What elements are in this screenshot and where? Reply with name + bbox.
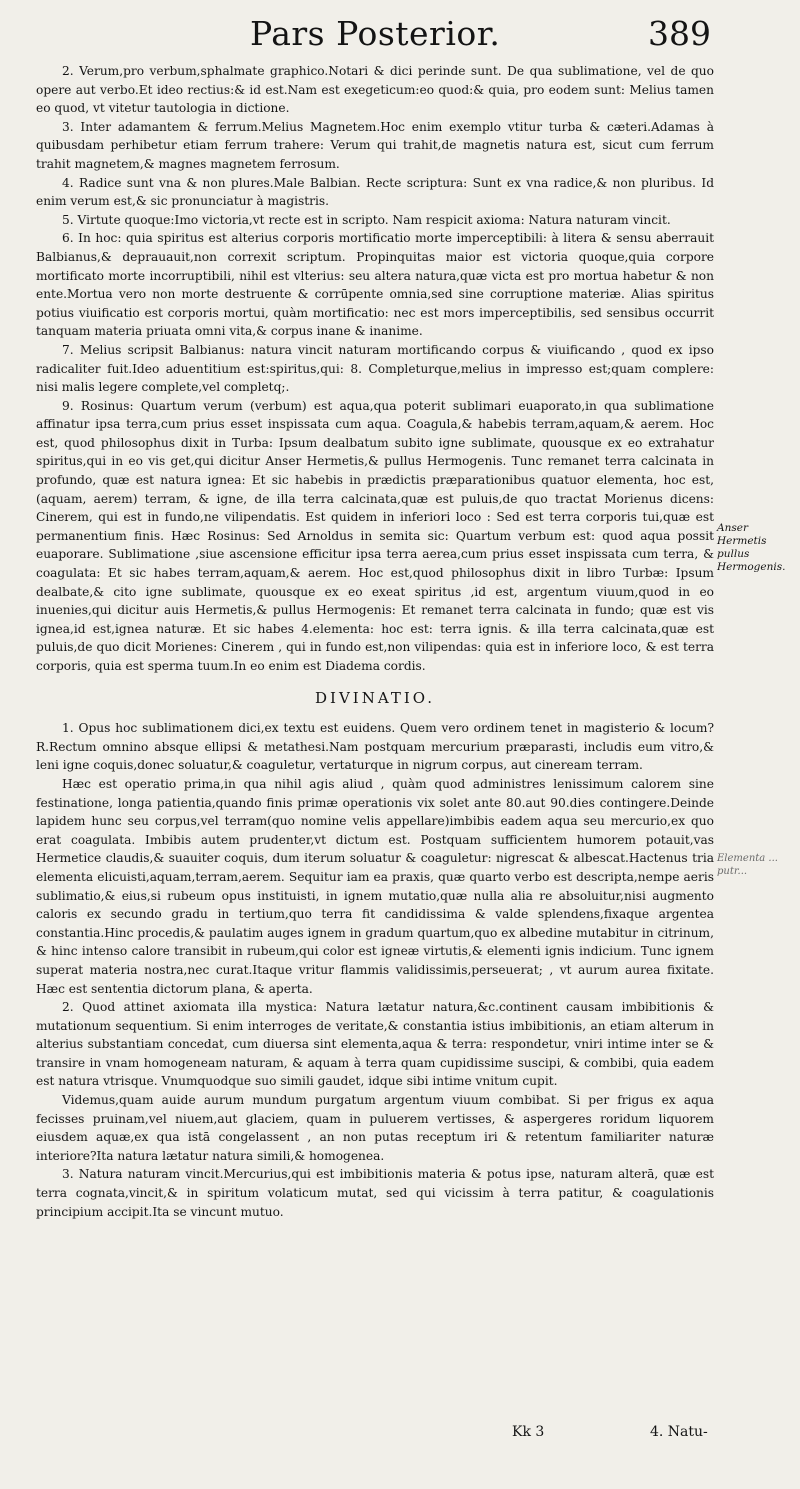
paragraph-5: 5. Virtute quoque:Imo victoria,vt recte est in scripto. Nam respicit axioma: Natura naturam vincit.: [62, 212, 671, 227]
divinatio-paragraph-5: 3. Natura naturam vincit.Mercurius,qui est imbibitionis materia & potus ipse, naturam alterā, quæ est terra cognata,vincit,& in spiritum volaticum mutat, sed qui vicissim à terra patitur, & coagulationis principium accipit.Ita se vincunt mutuo.: [36, 1167, 714, 1219]
paragraph-6: 6. In hoc: quia spiritus est alterius corporis mortificatio morte imperceptibili: à litera & sensu aberrauit Balbianus,& deprauauit,non correxit scriptum. Propinquitas maior est victoria quoque,quia corpore mortificato morte incorruptibili, nihil est vlterius: seu altera natura,quæ victa est pro mortua habetur & non ente.Mortua vero non morte destruente & corrūpente omnia,sed sine corruptione materiæ. Alias spiritus potius viuificatio est corporis mortui, quàm mortificatio: nec est mors imperceptibilis, sed sensibus occurrit tanquam materia priuata omni vita,& corpus inane & inanime.: [36, 231, 714, 339]
catchword: 4. Natu-: [650, 1424, 708, 1440]
paragraph-7: 7. Melius scripsit Balbianus: natura vincit naturam mortificando corpus & viuificando , quod ex ipso radicaliter fuit.Ideo aduentitium est:spiritus,qui: 8. Completurque,melius in impresso est;quam complere: nisi malis legere complete,vel completq;.: [36, 342, 714, 395]
running-title: Pars Posterior.: [250, 14, 501, 53]
margin-note-elementa: Elementa ... putr...: [717, 853, 778, 877]
margin-note-anser: Anser Hermetis pullus Hermogenis.: [717, 522, 786, 573]
paragraph-9: 9. Rosinus: Quartum verum (verbum) est aqua,qua poterit sublimari euaporato,in qua sublimatione affinatur ipsa terra,cum prius esset inspissata cum aqua. Coagula,& habebis terram,aquam,& aerem. Hoc est, quod philosophus dixit in Turba: Ipsum dealbatum subito igne sublimate, quousque ex eo extrahatur spiritus,qui in eo vis get,qui dicitur Anser Hermetis,& pullus Hermogenis. Tunc remanet terra calcinata in profundo, quæ est natura ignea: Et sic habebis in prædictis præparationibus quatuor elementa, hoc est,(aquam, aerem) terram, & igne, de illa terra calcinata,quæ est puluis,de quo tractat Morienus dicens: Cinerem, qui est in fundo,ne vilipendatis. Est quidem in inferiori loco : Sed est terra corporis tui,quæ est permanentium finis. Hæc Rosinus: Sed Arnoldus in semita sic: Quartum verbum est: quod aqua possit euaporare. Sublimatione ,siue ascensione efficitur ipsa terra aerea,cum prius esset inspissata cum terra, & coagulata: Et sic habes terram,aquam,& aerem. Hoc est,quod philosophus dixit in libro Turbæ: Ipsum dealbate,& cito igne sublimate, quousque ex eo exeat spiritus ,id est, argentum viuum,quod in eo inuenies,qui dicitur auis Hermetis,& pullus Hermogenis: Et remanet terra calcinata in fundo; quæ est vis ignea,id est,ignea naturæ. Et sic habes 4.elementa: hoc est: terra ignis. & illa terra calcinata,quæ est puluis,de quo dicit Morienes: Cinerem , qui in fundo est,non vilipendas: quia est in inferiore loco, & est terra corporis, quia est sperma tuum.In eo enim est Diadema cordis.: [36, 398, 714, 673]
divinatio-paragraph-2: Hæc est operatio prima,in qua nihil agis aliud , quàm quod administres lenissimum calorem sine festinatione, longa patientia,quando finis primæ operationis vix solet ante 80.aut 90.dies contingere.Deinde lapidem hunc seu corpus,vel terram(quo nomine velis appellare)imbibis eadem aqua seu mercurio,ex quo erat coagulata. Imbibis autem prudenter,vt dictum est. Postquam sufficientem humorem potauit,vas Hermetice claudis,& suauiter coquis, dum iterum soluatur & coaguletur: nigrescat & albescat.Hactenus tria elementa elicuisti,aquam,terram,aerem. Sequitur iam ea praxis, quæ quarto verbo est descripta,nempe aeris sublimatio,& eius,si rubeum opus instituisti, in ignem mutatio,quæ nulla alia re absoluitur,nisi augmento caloris ex secundo gradu in tertium,quo terra fit candidissima & valde splendens,fixaque argentea constantia.Hinc procedis,& paulatim auges ignem in gradum quartum,quo ex albedine mutabitur in citrinum, & hinc intenso calore transibit in rubeum,qui color est igneæ virtutis,& elementi ignis indicium. Tunc ignem superat materia nostra,nec curat.Itaque vritur flammis validissimis,perseuerat; , vt aurum aurea fixitate. Hæc est sententia dictorum plana, & aperta.: [36, 776, 714, 996]
divinatio-paragraph-1: 1. Opus hoc sublimationem dici,ex textu est euidens. Quem vero ordinem tenet in magisterio & locum? R.Rectum omnino absque ellipsi & metathesi.Nam postquam mercurium præparasti, includis eum vitro,& leni igne coquis,donec soluatur,& coaguletur, vertaturque in nigrum corpus, aut cineream terram.: [36, 721, 714, 773]
page-header: [0, 8, 800, 58]
page-footer: [0, 1424, 800, 1454]
section-heading: DIVINATIO.: [315, 688, 435, 707]
signature-mark: Kk 3: [512, 1424, 545, 1440]
page-number: 389: [648, 14, 711, 53]
paragraph-2: 2. Verum,pro verbum,sphalmate graphico.Notari & dici perinde sunt. De qua sublimatione, vel de quo opere aut verbo.Et ideo rectius:& id est.Nam est exegeticum:eo quod:& quia, pro eodem sunt: Melius tamen eo quod, vt vitetur tautologia in dictione.: [36, 64, 714, 116]
paragraph-4: 4. Radice sunt vna & non plures.Male Balbian. Recte scriptura: Sunt ex vna radice,& non pluribus. Id enim verum est,& sic pronunciatur à magistris.: [36, 175, 714, 209]
paragraph-3: 3. Inter adamantem & ferrum.Melius Magnetem.Hoc enim exemplo vtitur turba & cæteri.Adamas à quibusdam perhibetur etiam ferrum trahere: Verum qui trahit,de magnetis natura est, sicut cum ferrum trahit magnetem,& magnes magnetem ferrosum.: [36, 119, 714, 171]
main-text: [36, 62, 714, 1221]
divinatio-paragraph-3: 2. Quod attinet axiomata illa mystica: Natura lætatur natura,&c.continent causam imbibitionis & mutationum sequentium. Si enim interroges de veritate,& constantia istius imbibitionis, an etiam alterum in alterius substantiam concedat, cum diuersa sint elementa,aqua & terra: respondetur, vniri intime inter se & transire in vnam homogeneam naturam, & aquam à terra quam cupidissime suscipi, & combibi, quia eadem est natura vtrisque. Vnumquodque suo simili gaudet, idque sibi intime vnitum cupit.: [36, 1000, 714, 1089]
divinatio-paragraph-4: Videmus,quam auide aurum mundum purgatum argentum viuum combibat. Si per frigus ex aqua fecisses pruinam,vel niuem,aut glaciem, quam in puluerem vertisses, & aspergeres roridum liquorem eiusdem aquæ,ex qua istā congelassent , an non putas receptum iri & retentum familiariter naturæ interiore?Ita natura lætatur natura simili,& homogenea.: [36, 1093, 714, 1163]
